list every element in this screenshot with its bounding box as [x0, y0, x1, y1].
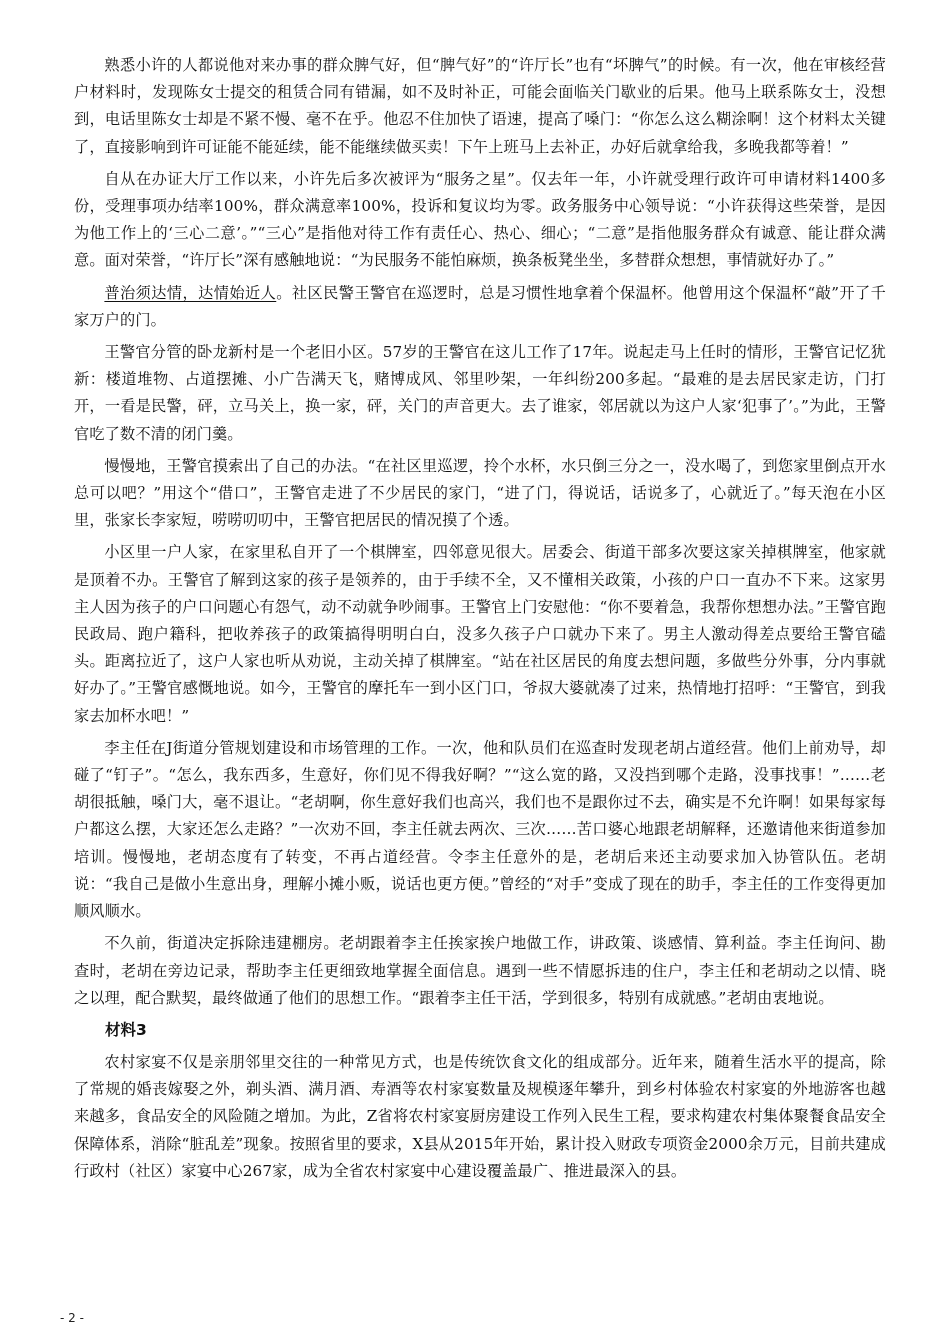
paragraph: 李主任在J街道分管规划建设和市场管理的工作。一次，他和队员们在巡查时发现老胡占道经营。他们上前劝导，却碰了“钉子”。“怎么，我东西多，生意好，你们见不得我好啊？”“这么宽的路，又没挡到哪个走路，没事找事！”……老胡很抵触，嗓门大，毫不退让。“老胡啊，你生意好我们也高兴，我们也不是跟你过不去，确实是不允许啊！如果每家每户都这么摆，大家还怎么走路？”一次劝不回，李主任就去两次、三次……苦口婆心地跟老胡解释，还邀请他来街道参加培训。慢慢地，老胡态度有了转变，不再占道经营。令李主任意外的是，老胡后来还主动要求加入协管队伍。老胡说：“我自己是做小生意出身，理解小摊小贩，说话也更方便。”曾经的“对手”变成了现在的助手，李主任的工作变得更加顺风顺水。: [74, 738, 886, 921]
paragraph: 不久前，街道决定拆除违建棚房。老胡跟着李主任挨家挨户地做工作，讲政策、谈感情、算利益。李主任询问、勘查时，老胡在旁边记录，帮助李主任更细致地掌握全面信息。遇到一些不情愿拆违的住户，李主任和老胡动之以情、晓之以理，配合默契，最终做通了他们的思想工作。“跟着李主任干活，学到很多，特别有成就感。”老胡由衷地说。: [74, 934, 886, 1007]
paragraph: 王警官分管的卧龙新村是一个老旧小区。57岁的王警官在这儿工作了17年。说起走马上任时的情形，王警官记忆犹新：楼道堆物、占道摆摊、小广告满天飞，赌博成风、邻里吵架，一年纠纷200多起。“最难的是去居民家走访，门打开，一看是民警，砰，立马关上，换一家，砰，关门的声音更大。去了谁家，邻居就以为这户人家‘犯事了’。”为此，王警官吃了数不清的闭门羹。: [74, 343, 886, 443]
paragraph: 慢慢地，王警官摸索出了自己的办法。“在社区里巡逻，拎个水杯，水只倒三分之一，没水喝了，到您家里倒点开水总可以吧？”用这个“借口”，王警官走进了不少居民的家门，“进了门，得说话，话说多了，心就近了。”每天泡在小区里，张家长李家短，唠唠叨叨中，王警官把居民的情况摸了个透。: [74, 456, 886, 530]
underlined-phrase: 普治须达情，达情始近人: [104, 283, 277, 302]
document-page: [74, 52, 886, 1190]
page-number: - 2 -: [60, 1311, 84, 1325]
paragraph: 小区里一户人家，在家里私自开了一个棋牌室，四邻意见很大。居委会、街道干部多次要这家关掉棋牌室，他家就是顶着不办。王警官了解到这家的孩子是领养的，由于手续不全，又不懂相关政策，小孩的户口一直办不下来。这家男主人因为孩子的户口问题心有怨气，动不动就争吵闹事。王警官上门安慰他：“你不要着急，我帮你想想办法。”王警官跑民政局、跑户籍科，把收养孩子的政策搞得明明白白，没多久孩子户口就办下来了。男主人激动得差点要给王警官磕头。距离拉近了，这户人家也听从劝说，主动关掉了棋牌室。“站在社区居民的角度去想问题，多做些分外事，分内事就好办了。”王警官感慨地说。如今，王警官的摩托车一到小区门口，爷叔大婆就凑了过来，热情地打招呼：“王警官，到我家去加杯水吧！”: [74, 543, 886, 725]
paragraph: [74, 280, 886, 334]
section-heading: 材料3: [105, 1020, 147, 1039]
paragraph: 自从在办证大厅工作以来，小许先后多次被评为“服务之星”。仅去年一年，小许就受理行政许可申请材料1400多份，受理事项办结率100%，群众满意率100%，投诉和复议均为零。政务服务中心领导说：“小许获得这些荣誉，是因为他工作上的‘三心二意’。”“三心”是指他对待工作有责任心、热心、细心；“二意”是指他服务群众有诚意、能让群众满意。面对荣誉，“许厅长”深有感触地说：“为民服务不能怕麻烦，换条板凳坐坐，多替群众想想，事情就好办了。”: [74, 169, 886, 270]
paragraph-text: 。社区民警王警官在巡逻时，总是习惯性地拿着个保温杯。他曾用这个保温杯“敲”开了千家万户的门。: [74, 283, 887, 329]
paragraph: 农村家宴不仅是亲朋邻里交往的一种常见方式，也是传统饮食文化的组成部分。近年来，随着生活水平的提高，除了常规的婚丧嫁娶之外，剃头酒、满月酒、寿酒等农村家宴数量及规模逐年攀升，到乡村体验农村家宴的外地游客也越来越多，食品安全的风险随之增加。为此，Z省将农村家宴厨房建设工作列入民生工程，要求构建农村集体聚餐食品安全保障体系，消除“脏乱差”现象。按照省里的要求，X县从2015年开始，累计投入财政专项资金2000余万元，目前共建成行政村（社区）家宴中心267家，成为全省农村家宴中心建设覆盖最广、推进最深入的县。: [74, 1052, 886, 1180]
paragraph: 熟悉小许的人都说他对来办事的群众脾气好，但“脾气好”的“许厅长”也有“坏脾气”的时候。有一次，他在审核经营户材料时，发现陈女士提交的租赁合同有错漏，如不及时补正，可能会面临关门歇业的后果。他马上联系陈女士，没想到，电话里陈女士却是不紧不慢、毫不在乎。他忍不住加快了语速，提高了嗓门：“你怎么这么糊涂啊！这个材料太关键了，直接影响到许可证能不能延续，能不能继续做买卖！下午上班马上去补正，办好后就拿给我，多晚我都等着！”: [74, 56, 886, 156]
